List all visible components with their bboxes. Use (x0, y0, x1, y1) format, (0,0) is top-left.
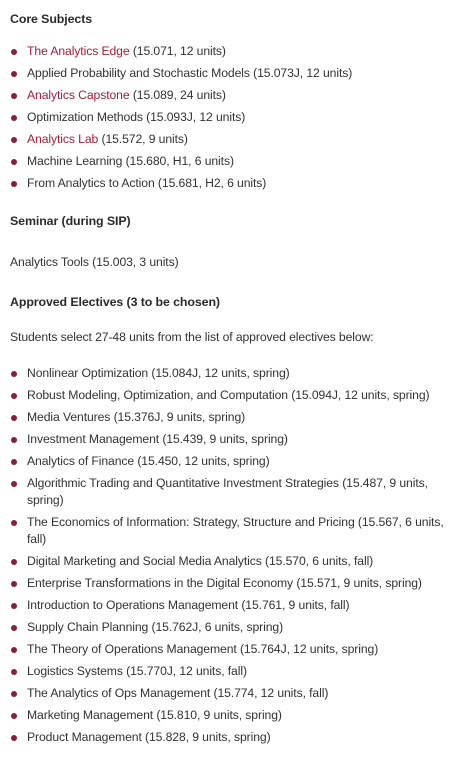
seminar-heading: Seminar (during SIP) (10, 214, 131, 228)
elective-item (10, 729, 463, 749)
elective-item (10, 597, 463, 619)
elective-item (10, 409, 463, 431)
bullet-icon (11, 691, 17, 697)
list-item-text: Logistics Systems (15.770J, 12 units, fall) (27, 664, 247, 678)
bullet-icon (11, 115, 17, 121)
elective-item (10, 553, 463, 575)
elective-item (10, 431, 463, 453)
bullet-icon (11, 459, 17, 465)
core-item-analytics-edge (10, 43, 463, 65)
bullet-icon (11, 159, 17, 165)
bullet-icon (11, 647, 17, 653)
list-item-text: The Theory of Operations Management (15.764J, 12 units, spring) (27, 642, 379, 656)
list-item-text: Supply Chain Planning (15.762J, 6 units, spring) (27, 620, 284, 634)
elective-item (10, 453, 463, 475)
list-item-text: Analytics of Finance (15.450, 12 units, spring) (27, 454, 270, 468)
elective-item (10, 514, 463, 553)
bullet-icon (11, 713, 17, 719)
bullet-icon (11, 559, 17, 565)
seminar-text: Analytics Tools (15.003, 3 units) (10, 255, 179, 269)
core-item-applied-probability (10, 65, 463, 87)
list-item-text: (15.089, 24 units) (129, 88, 226, 102)
core-item-analytics-to-action (10, 175, 463, 197)
bullet-icon (11, 669, 17, 675)
approved-electives-heading: Approved Electives (3 to be chosen) (10, 295, 220, 309)
analytics-lab-link[interactable]: Analytics Lab (27, 132, 99, 146)
core-subjects-heading: Core Subjects (10, 12, 93, 26)
elective-item (10, 575, 463, 597)
list-item-text: Investment Management (15.439, 9 units, spring) (27, 432, 288, 446)
list-item-text: Optimization Methods (15.093J, 12 units) (27, 110, 246, 124)
list-item-text: From Analytics to Action (15.681, H2, 6 units) (27, 176, 267, 190)
list-item-text: Media Ventures (15.376J, 9 units, spring) (27, 410, 246, 424)
core-item-machine-learning (10, 153, 463, 175)
electives-list (10, 365, 463, 749)
bullet-icon (11, 735, 17, 741)
core-subjects-list (10, 43, 463, 197)
list-item-text: The Analytics of Ops Management (15.774, 12 units, fall) (27, 686, 329, 700)
elective-item (10, 619, 463, 641)
list-item-text: Machine Learning (15.680, H1, 6 units) (27, 154, 234, 168)
bullet-icon (11, 415, 17, 421)
bullet-icon (11, 625, 17, 631)
list-item-text: (15.071, 12 units) (129, 44, 226, 58)
bullet-icon (11, 437, 17, 443)
core-item-optimization-methods (10, 109, 463, 131)
elective-item (10, 365, 463, 387)
elective-item (10, 387, 463, 409)
bullet-icon (11, 181, 17, 187)
list-item-text: Introduction to Operations Management (15.761, 9 units, fall) (27, 598, 350, 612)
elective-item (10, 685, 463, 707)
analytics-edge-link[interactable]: The Analytics Edge (27, 44, 130, 58)
core-item-analytics-capstone (10, 87, 463, 109)
electives-intro: Students select 27-48 units from the list of approved electives below: (10, 330, 374, 344)
list-item-text: Applied Probability and Stochastic Models (15.073J, 12 units) (27, 66, 353, 80)
bullet-icon (11, 581, 17, 587)
list-item-text: Robust Modeling, Optimization, and Computation (15.094J, 12 units, spring) (27, 388, 430, 402)
bullet-icon (11, 71, 17, 77)
elective-item (10, 663, 463, 685)
list-item-text: Digital Marketing and Social Media Analytics (15.570, 6 units, fall) (27, 554, 374, 568)
bullet-icon (11, 393, 17, 399)
list-item-text: The Economics of Information: Strategy, Structure and Pricing (15.567, 6 units, fall) (27, 515, 444, 546)
elective-item (10, 641, 463, 663)
list-item-text: Algorithmic Trading and Quantitative Investment Strategies (15.487, 9 units, spring) (27, 476, 428, 507)
bullet-icon (11, 520, 17, 526)
bullet-icon (11, 93, 17, 99)
list-item-text: (15.572, 9 units) (98, 132, 188, 146)
bullet-icon (11, 49, 17, 55)
elective-item (10, 475, 463, 514)
bullet-icon (11, 603, 17, 609)
elective-item (10, 707, 463, 729)
analytics-capstone-link[interactable]: Analytics Capstone (27, 88, 130, 102)
list-item-text: Nonlinear Optimization (15.084J, 12 units, spring) (27, 366, 290, 380)
core-item-analytics-lab (10, 131, 463, 153)
list-item-text: Enterprise Transformations in the Digital Economy (15.571, 9 units, spring) (27, 576, 422, 590)
list-item-text: Marketing Management (15.810, 9 units, spring) (27, 708, 282, 722)
bullet-icon (11, 481, 17, 487)
bullet-icon (11, 137, 17, 143)
bullet-icon (11, 371, 17, 377)
list-item-text: Product Management (15.828, 9 units, spring) (27, 730, 271, 744)
